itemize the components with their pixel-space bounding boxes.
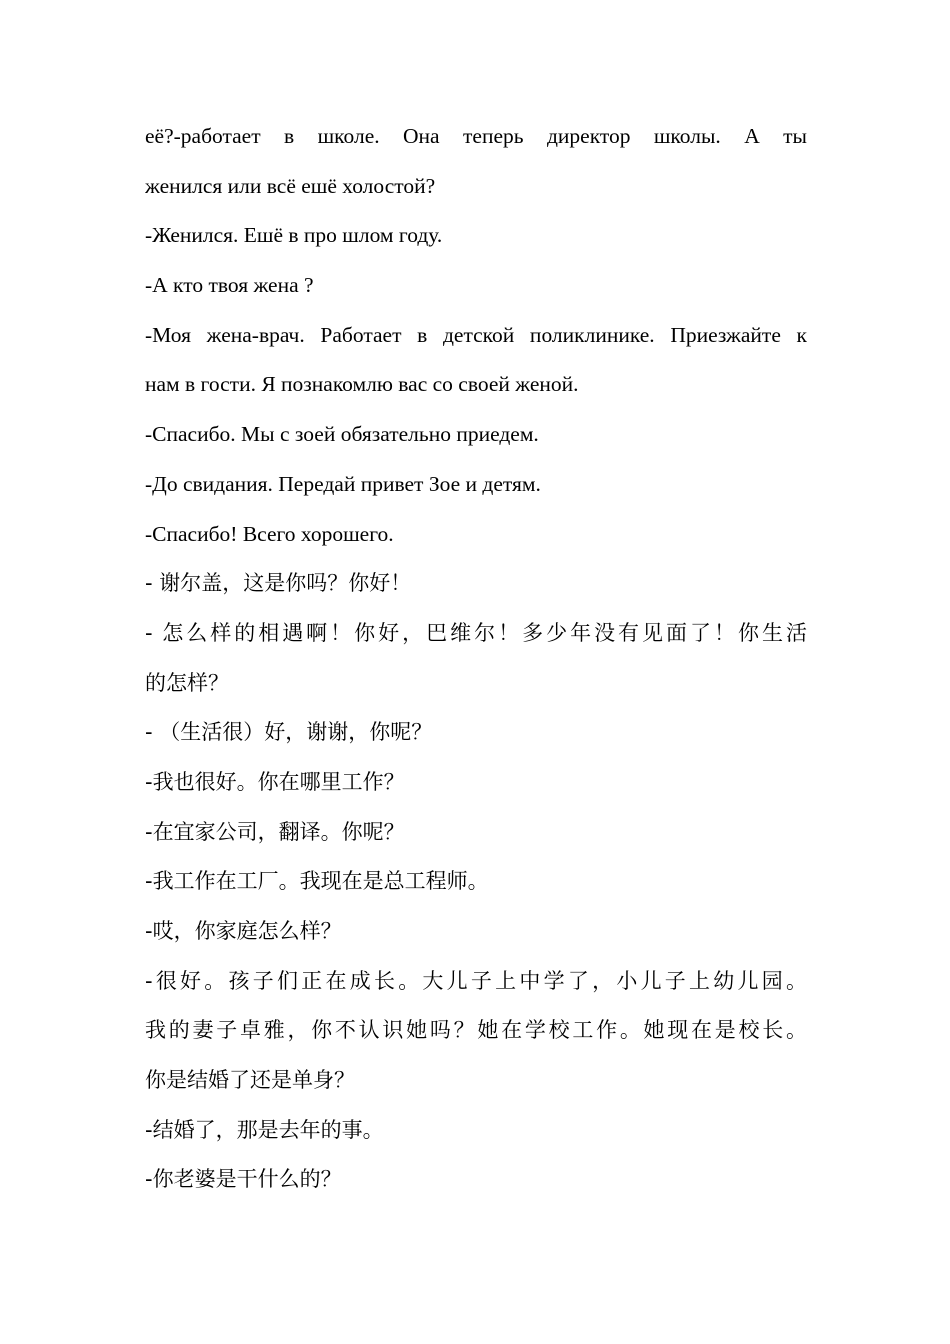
text-line: -А кто твоя жена ?	[145, 273, 314, 298]
text-line: 你是结婚了还是单身？	[145, 1068, 355, 1093]
text-line: -我工作在工厂。我现在是总工程师。	[145, 869, 489, 894]
text-line: -Женился. Ешё в про шлом году.	[145, 223, 443, 248]
text-line: -Спасибо! Всего хорошего.	[145, 521, 394, 546]
text-line: -你老婆是干什么的？	[145, 1167, 342, 1192]
text-line: -很好。孩子们正在成长。大儿子上中学了，小儿子上幼儿园。	[145, 968, 807, 993]
text-line: -哎，你家庭怎么样？	[145, 919, 342, 943]
text-line: её?-работает в школе. Она теперь директор школы. А ты	[145, 124, 807, 148]
text-line: 的怎样？	[145, 670, 229, 695]
text-line: -Спасибо. Мы с зоей обязательно приедем.	[145, 422, 539, 447]
text-line: женился или всё ешё холостой?	[145, 173, 436, 198]
text-line: -我也很好。你在哪里工作？	[145, 769, 405, 794]
text-line: - 谢尔盖，这是你吗？你好！	[145, 571, 412, 596]
text-line: -Моя жена-врач. Работает в детской поликлинике. Приезжайте к	[145, 322, 807, 347]
dialogue-text	[145, 112, 807, 1205]
text-line: нам в гости. Я познакомлю вас со своей женой.	[145, 372, 579, 397]
text-line: -До свидания. Передай привет Зое и детям.	[145, 471, 541, 496]
text-line: 我的妻子卓雅，你不认识她吗？她在学校工作。她现在是校长。	[145, 1018, 807, 1043]
text-line: -在宜家公司，翻译。你呢？	[145, 819, 405, 844]
text-line: -结婚了，那是去年的事。	[145, 1117, 384, 1142]
text-line: - （生活很）好，谢谢，你呢？	[145, 720, 433, 745]
text-line: - 怎么样的相遇啊！你好，巴维尔！多少年没有见面了！你生活	[145, 620, 807, 645]
